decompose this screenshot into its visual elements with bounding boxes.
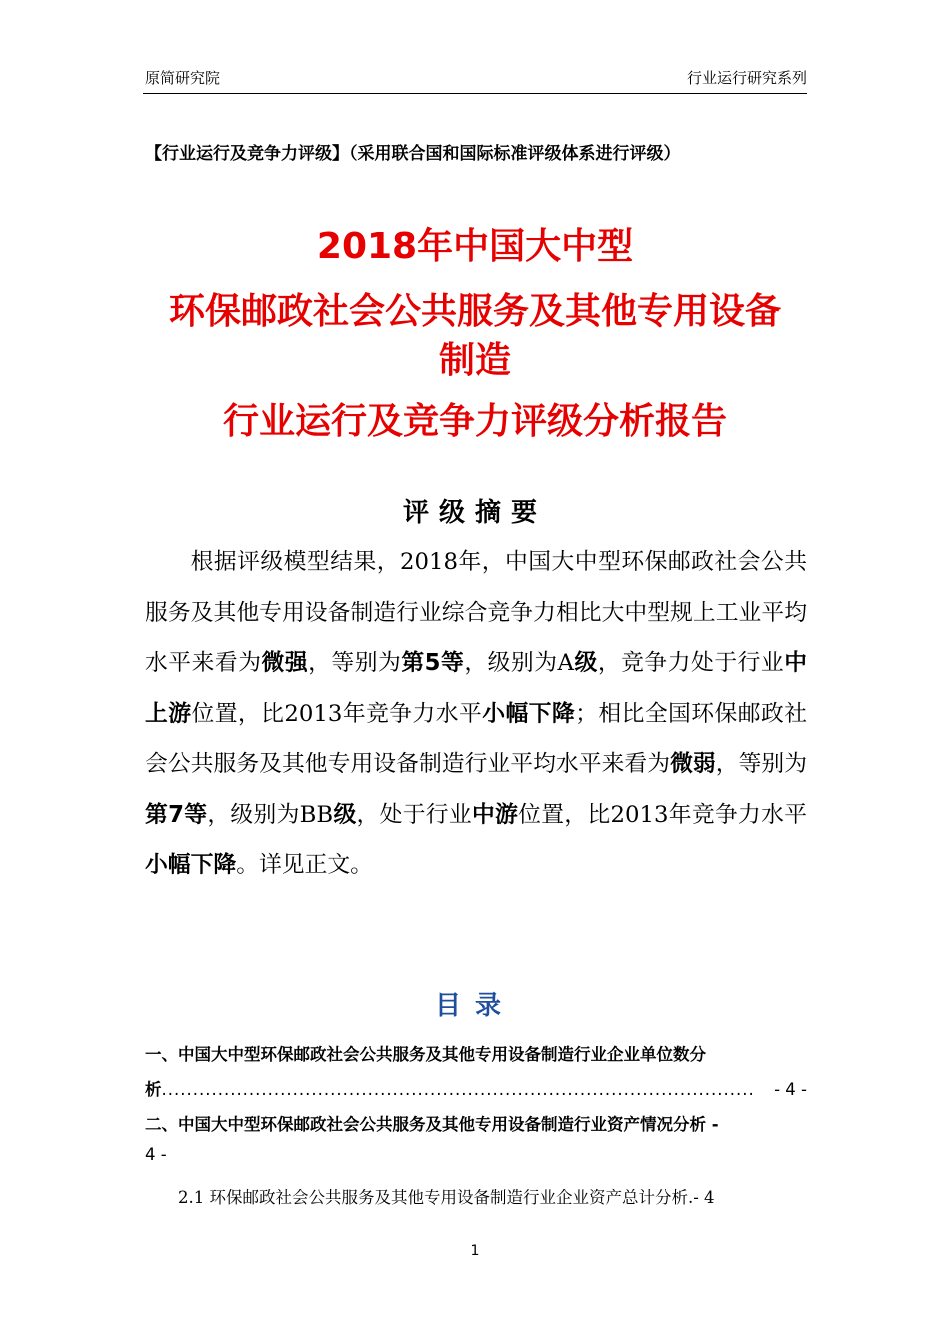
title-line-1: 2018年中国大中型 bbox=[316, 226, 634, 267]
header-rule bbox=[143, 93, 807, 94]
summary-text: ，竞争力处于行业 bbox=[597, 650, 785, 676]
summary-text: ，级别为BB bbox=[207, 801, 334, 828]
summary-emphasis: 小幅下降 bbox=[482, 700, 576, 727]
toc-item-1-line-2[interactable] bbox=[145, 1076, 807, 1100]
title-line-2: 环保邮政社会公共服务及其他专用设备 bbox=[168, 291, 781, 332]
summary-text: 根据评级模型结果，2018年，中国大中型环保邮政社会公共服务及其他专用设备制造行业综合竞争力相比大中型规上工业平均水平来看为 bbox=[145, 549, 807, 676]
summary-text: ，等别为 bbox=[715, 751, 808, 777]
summary-paragraph bbox=[145, 537, 807, 891]
summary-emphasis: 微弱 bbox=[670, 751, 716, 777]
tagline: 【行业运行及竞争力评级】（采用联合国和国际标准评级体系进行评级） bbox=[145, 144, 681, 164]
header-right: 行业运行研究系列 bbox=[686, 69, 807, 87]
toc-item-1-page: - 4 - bbox=[774, 1080, 807, 1099]
summary-text: 位置，比2013年竞争力水平 bbox=[191, 700, 483, 727]
summary-emphasis: 第7等 bbox=[145, 801, 208, 828]
summary-text: ，级别为A bbox=[464, 650, 574, 676]
summary-emphasis: 小幅下降 bbox=[145, 852, 237, 878]
toc-item-2-line-2[interactable]: 4 - bbox=[145, 1145, 167, 1164]
toc-leader-dots: ............................................................................................... bbox=[161, 1080, 755, 1099]
summary-text: ，等别为 bbox=[308, 650, 402, 676]
summary-text: 位置，比2013年竞争力水平 bbox=[518, 801, 807, 828]
summary-emphasis: 中游 bbox=[471, 801, 519, 828]
title-line-4: 行业运行及竞争力评级分析报告 bbox=[222, 401, 727, 442]
summary-heading: 评级摘要 bbox=[402, 498, 547, 528]
summary-text: ；相比全国环保邮政社会公共服务及其他专用设备制造行业平均水平来看为 bbox=[145, 700, 808, 777]
header-left: 原简研究院 bbox=[145, 69, 221, 87]
summary-emphasis: 级 bbox=[333, 801, 357, 828]
summary-emphasis: 中上游 bbox=[145, 650, 808, 727]
summary-text: ，处于行业 bbox=[356, 801, 472, 828]
toc-heading: 目录 bbox=[434, 991, 515, 1021]
summary-text: 。详见正文。 bbox=[236, 852, 373, 878]
page-number: 1 bbox=[470, 1243, 480, 1259]
summary-emphasis: 微强 bbox=[261, 650, 309, 676]
summary-emphasis: 第5等 bbox=[401, 650, 465, 676]
toc-item-2-line-1[interactable]: 二、中国大中型环保邮政社会公共服务及其他专用设备制造行业资产情况分析 - bbox=[145, 1115, 719, 1134]
toc-item-1-tail: 析 bbox=[145, 1080, 162, 1099]
toc-item-1-line-1[interactable]: 一、中国大中型环保邮政社会公共服务及其他专用设备制造行业企业单位数分 bbox=[145, 1045, 706, 1064]
toc-item-3[interactable]: 2.1 环保邮政社会公共服务及其他专用设备制造行业企业资产总计分析.- 4 bbox=[178, 1188, 715, 1207]
title-line-3: 制造 bbox=[438, 340, 511, 381]
summary-emphasis: 级 bbox=[574, 650, 598, 676]
